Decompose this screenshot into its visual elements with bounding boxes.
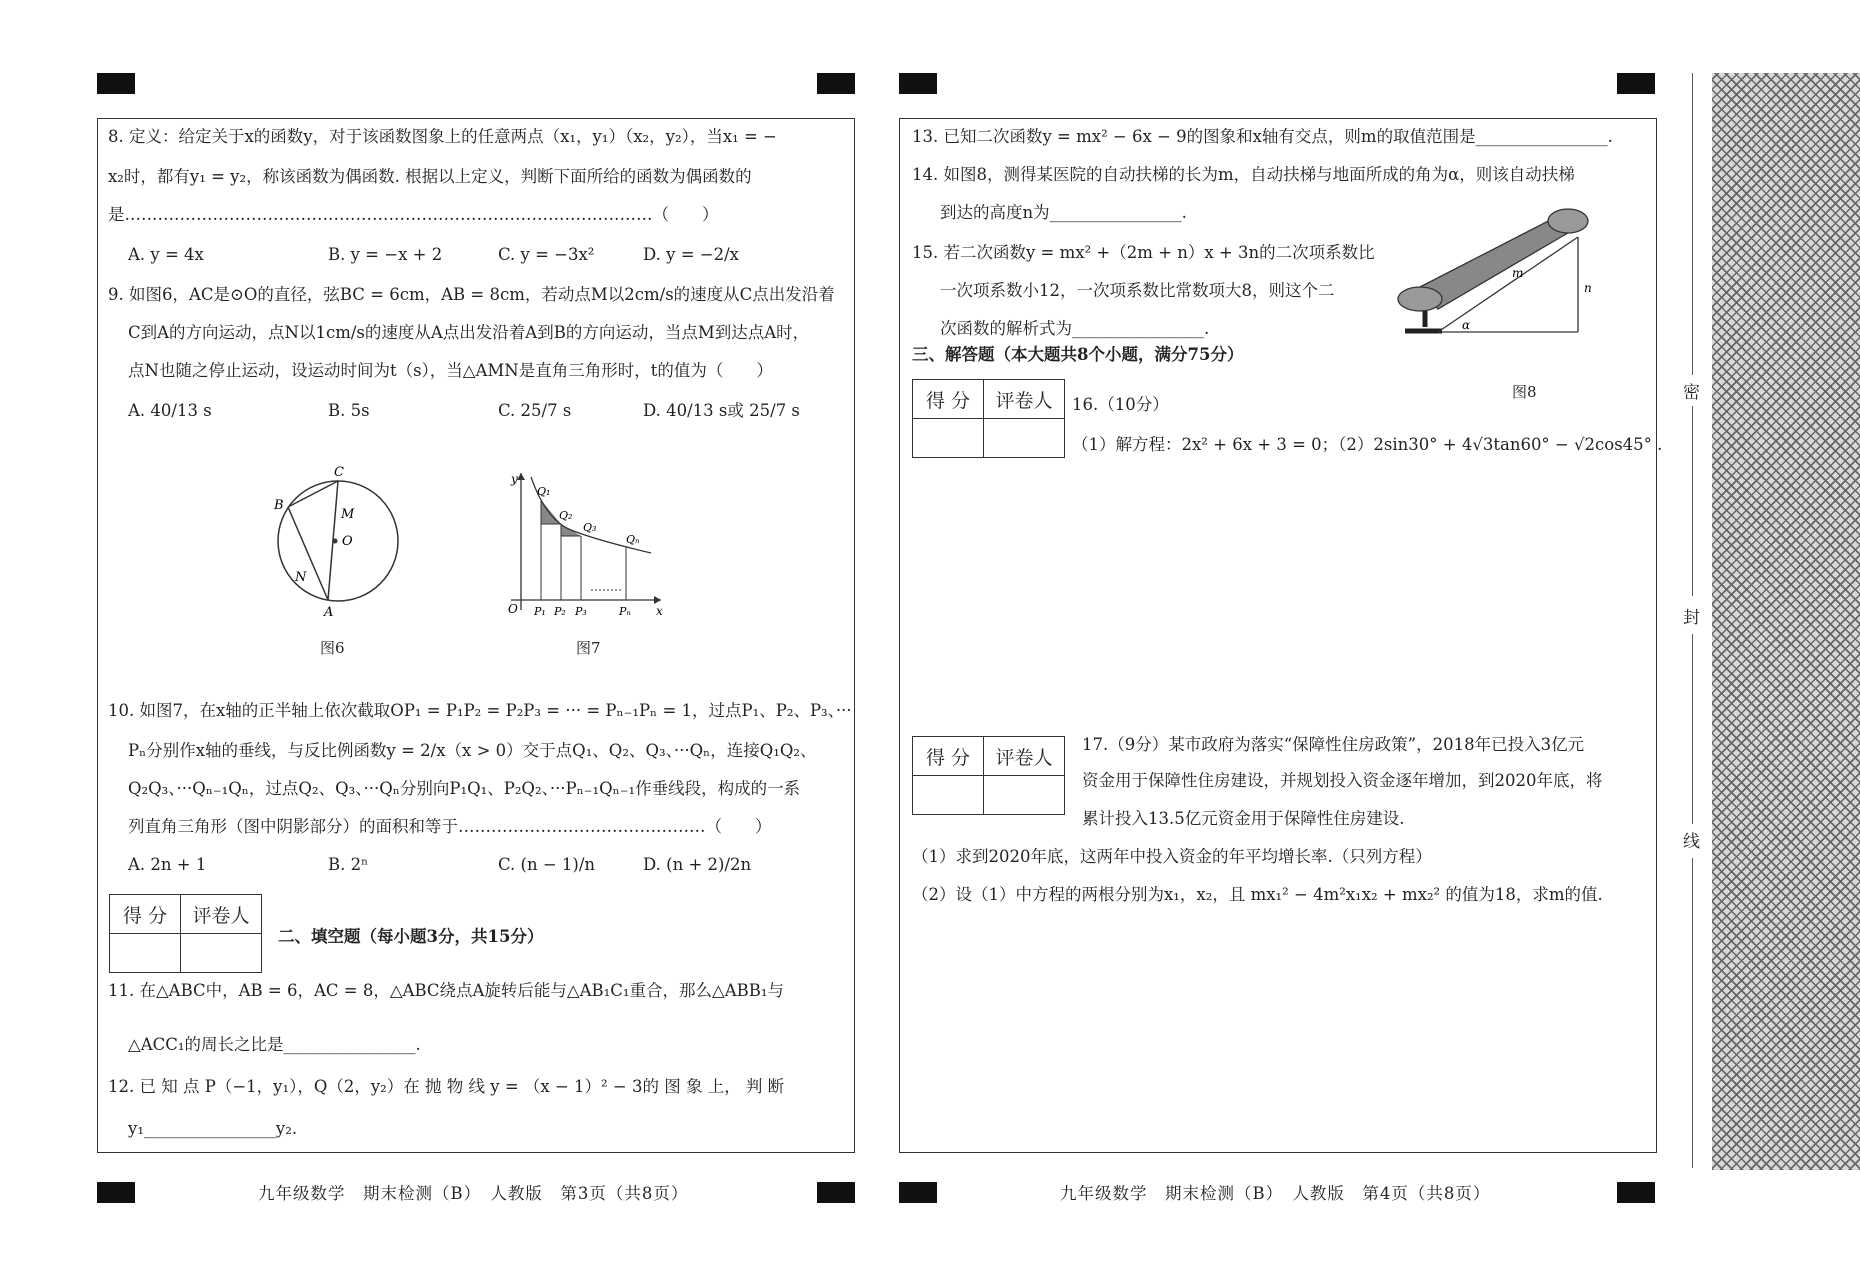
registration-mark [817, 1182, 855, 1203]
q17-line2: 资金用于保障性住房建设，并规划投入资金逐年增加，到2020年底，将 [1082, 771, 1603, 790]
q16-body: （1）解方程：2x² + 6x + 3 = 0；（2）2sin30° + 4√3tan60° − √2cos45° . [1072, 435, 1663, 454]
score-cell[interactable] [913, 419, 984, 458]
q16-title: 16.（10分） [1072, 395, 1169, 414]
chord-ab [288, 507, 328, 600]
label-q3: Q₃ [583, 521, 597, 534]
label-n: n [1584, 281, 1592, 295]
q15-line1: 15. 若二次函数y = mx² +（2m + n）x + 3n的二次项系数比 [912, 243, 1375, 262]
label-a: A [324, 605, 334, 620]
footer-page-3: 九年级数学 期末检测（B） 人教版 第3页（共8页） [258, 1184, 689, 1203]
q15-line3: 次函数的解析式为________________. [940, 319, 1210, 338]
q17-line3: 累计投入13.5亿元资金用于保障性住房建设. [1082, 809, 1405, 828]
q10-line3: Q₂Q₃、···Qₙ₋₁Qₙ，过点Q₂、Q₃、···Qₙ分别向P₁Q₁、P₂Q₂、···Pₙ₋₁Qₙ₋₁作垂线段，构成的一系 [128, 779, 801, 798]
label-o: O [342, 534, 353, 549]
score-header: 得 分 [913, 380, 984, 419]
label-m: M [341, 507, 355, 522]
q10-line4: 列直角三角形（图中阴影部分）的面积和等于………………………………………（ ） [128, 817, 772, 836]
q10-line2: Pₙ分别作x轴的垂线，与反比例函数y = 2/x（x > 0）交于点Q₁、Q₂、Q₃、···Qₙ，连接Q₁Q₂、 [128, 741, 817, 760]
label-b: B [274, 498, 284, 513]
registration-mark [899, 1182, 937, 1203]
grader-cell[interactable] [984, 419, 1065, 458]
q9-line1: 9. 如图6，AC是⊙O的直径，弦BC = 6cm，AB = 8cm，若动点M以2cm/s的速度从C点出发沿着 [108, 285, 835, 304]
q10-line1: 10. 如图7，在x轴的正半轴上依次截取OP₁ = P₁P₂ = P₂P₃ = ··· = Pₙ₋₁Pₙ = 1，过点P₁、P₂、P₃、··· [108, 701, 852, 720]
binding-line [1692, 406, 1693, 596]
q12-line1: 12. 已 知 点 P（−1，y₁），Q（2，y₂）在 抛 物 线 y = （x − 1）² − 3的 图 象 上， 判 断 [108, 1077, 785, 1096]
score-cell[interactable] [913, 776, 984, 815]
q8-line2: x₂时，都有y₁ = y₂，称该函数为偶函数. 根据以上定义，判断下面所给的函数为偶函数的 [108, 167, 752, 186]
score-cell[interactable] [110, 934, 181, 973]
label-q2: Q₂ [559, 509, 573, 522]
q12-line2: y₁________________y₂. [128, 1119, 298, 1138]
label-p2: P₂ [554, 605, 566, 615]
label-x: x [656, 604, 663, 615]
figure-7-graph [491, 465, 671, 615]
q11-line2: △ACC₁的周长之比是________________. [128, 1035, 421, 1054]
q9-option-b: B. 5s [328, 401, 370, 420]
label-q1: Q₁ [537, 485, 551, 498]
grader-cell[interactable] [181, 934, 262, 973]
registration-mark [817, 73, 855, 94]
q13: 13. 已知二次函数y = mx² − 6x − 9的图象和x轴有交点，则m的取值范围是________________. [912, 127, 1613, 146]
q11-line1: 11. 在△ABC中，AB = 6，AC = 8，△ABC绕点A旋转后能与△AB₁C₁重合，那么△ABB₁与 [108, 981, 784, 1000]
footer-page-4: 九年级数学 期末检测（B） 人教版 第4页（共8页） [1060, 1184, 1491, 1203]
page-4 [899, 118, 1663, 1153]
escalator-top-end [1548, 209, 1588, 233]
hatched-binding-margin [1712, 73, 1860, 1170]
figure-8-caption: 图8 [1512, 383, 1537, 401]
binding-line [1692, 634, 1693, 824]
grader-header: 评卷人 [181, 895, 262, 934]
q8-option-a: A. y = 4x [128, 245, 204, 264]
q8-option-c: C. y = −3x² [498, 245, 595, 264]
center-point [333, 539, 338, 544]
score-header: 得 分 [913, 737, 984, 776]
score-header: 得 分 [110, 895, 181, 934]
registration-mark [97, 73, 135, 94]
registration-mark [1617, 1182, 1655, 1203]
grader-cell[interactable] [984, 776, 1065, 815]
q14-line2: 到达的高度n为________________. [940, 203, 1187, 222]
q14-line1: 14. 如图8，测得某医院的自动扶梯的长为m，自动扶梯与地面所成的角为α，则该自动扶梯 [912, 165, 1575, 184]
label-origin: O [508, 602, 518, 615]
q9-option-c: C. 25/7 s [498, 401, 572, 420]
shaded-triangle-1 [541, 500, 561, 524]
q17-line1: 17.（9分）某市政府为落实“保障性住房政策”，2018年已投入3亿元 [1082, 735, 1585, 754]
label-y: y [511, 472, 518, 486]
q9-line3: 点N也随之停止运动，设运动时间为t（s），当△AMN是直角三角形时，t的值为（ ） [128, 361, 773, 380]
chord-bc [288, 481, 338, 507]
binding-line [1692, 858, 1693, 1168]
binding-xian: 线 [1683, 832, 1700, 852]
label-p1: P₁ [534, 605, 546, 615]
q10-option-c: C. (n − 1)/n [498, 855, 596, 874]
label-alpha: α [1462, 318, 1471, 332]
score-box [109, 894, 262, 973]
grader-header: 评卷人 [984, 380, 1065, 419]
q8-option-d: D. y = −2/x [643, 245, 739, 264]
q10-option-a: A. 2n + 1 [128, 855, 207, 874]
q17-sub2: （2）设（1）中方程的两根分别为x₁，x₂，且 mx₁² − 4m²x₁x₂ + mx₂² 的值为18，求m的值. [912, 885, 1603, 904]
q8-line1: 8. 定义：给定关于x的函数y，对于该函数图象上的任意两点（x₁，y₁）（x₂，y₂），当x₁ = − [108, 127, 777, 146]
grader-header: 评卷人 [984, 737, 1065, 776]
figure-6-circle [268, 461, 428, 621]
q9-line2: C到A的方向运动，点N以1cm/s的速度从A点出发沿着A到B的方向运动，当点M到达点A时， [128, 323, 810, 342]
figure-6-caption: 图6 [320, 639, 345, 657]
label-p3: P₃ [575, 605, 587, 615]
label-qn: Qₙ [626, 533, 640, 546]
figure-8-escalator [1380, 207, 1612, 357]
q17-sub1: （1）求到2020年底，这两年中投入资金的年平均增长率.（只列方程） [912, 847, 1432, 866]
label-m: m [1512, 266, 1524, 280]
score-box [912, 379, 1065, 458]
registration-mark [97, 1182, 135, 1203]
figure-7-caption: 图7 [576, 639, 601, 657]
q9-option-a: A. 40/13 s [128, 401, 212, 420]
q17-answer-area[interactable] [910, 919, 1640, 1139]
binding-feng: 封 [1683, 608, 1700, 628]
x-axis-arrow [654, 596, 661, 604]
section-2-title: 二、填空题（每小题3分，共15分） [278, 927, 544, 946]
binding-line [1692, 73, 1693, 375]
q15-line2: 一次项系数小12，一次项系数比常数项大8，则这个二 [940, 281, 1335, 300]
q9-option-d: D. 40/13 s或 25/7 s [643, 401, 800, 420]
q8-line3: 是……………………………………………………………………………………（ ） [108, 205, 719, 224]
label-n: N [295, 570, 307, 585]
section-3-title: 三、解答题（本大题共8个小题，满分75分） [912, 345, 1244, 364]
escalator-bottom-end [1398, 287, 1442, 311]
registration-mark [899, 73, 937, 94]
score-box [912, 736, 1065, 815]
label-pn: Pₙ [619, 605, 631, 615]
binding-mi: 密 [1683, 383, 1700, 403]
q10-option-b: B. 2ⁿ [328, 855, 369, 874]
registration-mark [1617, 73, 1655, 94]
q10-option-d: D. (n + 2)/2n [643, 855, 752, 874]
y-axis-arrow [517, 473, 525, 480]
page-3 [97, 118, 855, 1153]
q8-option-b: B. y = −x + 2 [328, 245, 443, 264]
label-c: C [334, 465, 344, 480]
